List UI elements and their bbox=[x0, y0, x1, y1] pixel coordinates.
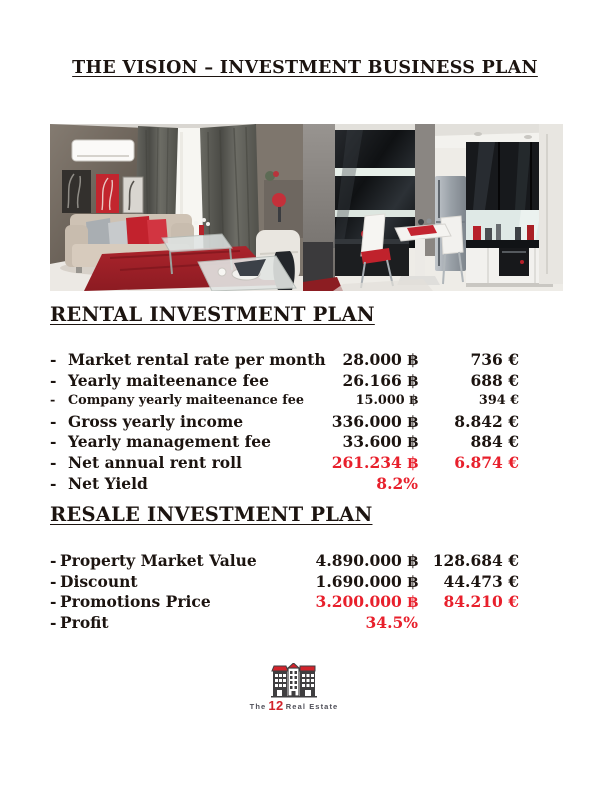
page-title: THE VISION – INVESTMENT BUSINESS PLAN bbox=[72, 58, 538, 78]
row-baht-value: 3.200.000 ฿ bbox=[315, 592, 418, 612]
row-euro-value: 128.684 € bbox=[432, 551, 519, 570]
plan-row bbox=[50, 474, 520, 495]
row-euro-value: 394 € bbox=[478, 393, 519, 409]
plan-row bbox=[50, 432, 520, 453]
row-dash: - bbox=[50, 551, 57, 570]
logo-number: 12 bbox=[268, 698, 284, 713]
plan-row bbox=[50, 412, 520, 433]
logo-word-the: The bbox=[249, 702, 267, 711]
row-baht-value: 336.000 ฿ bbox=[331, 411, 418, 431]
row-dash: - bbox=[50, 393, 56, 409]
row-label: Net annual rent roll bbox=[68, 452, 242, 472]
row-baht-value: 28.000 ฿ bbox=[342, 350, 418, 369]
row-dash: - bbox=[50, 612, 57, 632]
plan-row bbox=[50, 613, 520, 634]
row-dash: - bbox=[50, 452, 57, 472]
row-euro-value: 44.473 € bbox=[443, 571, 519, 591]
row-baht-value: 4.890.000 ฿ bbox=[315, 551, 418, 570]
row-baht-value: 1.690.000 ฿ bbox=[315, 571, 418, 591]
row-euro-value: 6.874 € bbox=[454, 452, 519, 472]
row-label: Market rental rate per month bbox=[68, 350, 326, 369]
row-baht-value: 261.234 ฿ bbox=[331, 452, 418, 472]
row-dash: - bbox=[50, 432, 57, 452]
row-dash: - bbox=[50, 350, 57, 369]
property-photos bbox=[50, 124, 563, 291]
row-label: Yearly maiteenance fee bbox=[68, 370, 269, 390]
row-dash: - bbox=[50, 411, 57, 431]
plan-row bbox=[50, 572, 520, 593]
logo-word-realestate: Real Estate bbox=[285, 702, 339, 711]
plan-row bbox=[50, 551, 520, 572]
row-baht-value: 26.166 ฿ bbox=[342, 370, 418, 390]
plan-row bbox=[50, 453, 520, 474]
buildings-icon bbox=[271, 663, 317, 698]
rental-plan-section bbox=[50, 303, 520, 493]
row-baht-value: 34.5% bbox=[365, 612, 418, 632]
row-dash: - bbox=[50, 571, 57, 591]
row-label: Profit bbox=[60, 612, 109, 632]
row-label: Gross yearly income bbox=[68, 411, 244, 431]
row-baht-value: 33.600 ฿ bbox=[342, 432, 418, 452]
row-baht-value: 15.000 ฿ bbox=[355, 393, 418, 409]
logo-wordmark bbox=[244, 700, 344, 713]
row-euro-value: 84.210 € bbox=[443, 592, 519, 612]
row-label: Company yearly maiteenance fee bbox=[68, 393, 305, 409]
row-label: Discount bbox=[60, 571, 138, 591]
row-label: Promotions Price bbox=[60, 592, 211, 612]
plan-row bbox=[50, 592, 520, 613]
company-logo bbox=[244, 663, 344, 713]
row-dash: - bbox=[50, 473, 57, 493]
plan-row bbox=[50, 350, 520, 371]
row-label: Property Market Value bbox=[60, 551, 257, 570]
kitchen-photo bbox=[303, 124, 563, 291]
resale-plan-rows bbox=[50, 551, 520, 633]
row-euro-value: 884 € bbox=[470, 432, 519, 452]
row-dash: - bbox=[50, 370, 57, 390]
row-dash: - bbox=[50, 592, 57, 612]
row-euro-value: 688 € bbox=[470, 370, 519, 390]
row-euro-value: 8.842 € bbox=[454, 411, 519, 431]
row-baht-value: 8.2% bbox=[376, 473, 418, 493]
plan-row bbox=[50, 391, 520, 412]
living-room-photo bbox=[50, 124, 303, 291]
rental-plan-heading: RENTAL INVESTMENT PLAN bbox=[50, 303, 375, 326]
resale-plan-heading: RESALE INVESTMENT PLAN bbox=[50, 503, 373, 526]
row-label: Net Yield bbox=[68, 473, 148, 493]
row-label: Yearly management fee bbox=[68, 432, 272, 452]
resale-plan-section bbox=[50, 503, 520, 632]
plan-row bbox=[50, 371, 520, 392]
rental-plan-rows bbox=[50, 350, 520, 494]
row-euro-value: 736 € bbox=[470, 350, 519, 369]
